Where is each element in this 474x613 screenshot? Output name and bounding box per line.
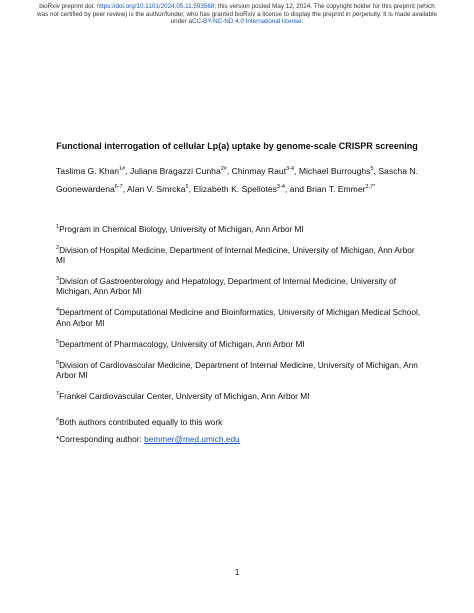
author-name: Taslima G. Khan [56, 166, 120, 176]
equal-contribution-text: Both authors contributed equally to this work [59, 417, 223, 427]
affiliation-number: 5 [56, 338, 60, 345]
author-separator: , [294, 166, 299, 176]
affiliation-text: Division of Hospital Medicine, Department of Internal Medicine, University of Michigan, Ann Arbor MI [56, 245, 415, 266]
affiliation-number: 4 [56, 307, 60, 314]
affiliation-item [56, 307, 426, 327]
affiliation-item [56, 339, 426, 349]
equal-contribution-note [56, 417, 426, 427]
author-affiliation-marker: 5 [370, 166, 374, 172]
corresponding-email-link[interactable]: bemmer@med.umich.edu [144, 434, 240, 445]
author-affiliation-marker: 2# [220, 166, 227, 172]
author-separator: , [188, 183, 194, 194]
paper-title: Functional interrogation of cellular Lp(a) uptake by genome-scale CRISPR screening [56, 141, 418, 151]
header-text-1: bioRxiv preprint doi: [39, 3, 97, 10]
affiliation-text: Division of Gastroenterology and Hepatology, Department of Internal Medicine, University of Michigan, Ann Arbor MI [56, 276, 397, 297]
affiliation-item [56, 391, 426, 401]
author-name: Chinmay Raut [231, 166, 287, 176]
author-name: Juliana Bragazzi Cunha [129, 166, 221, 176]
author-affiliation-marker: 2,7* [365, 183, 376, 190]
header-text-3: . [301, 18, 304, 26]
affiliation-text: Division of Cardiovascular Medicine, Department of Internal Medicine, University of Michigan, Ann Arbor MI [56, 359, 418, 380]
author-name: Elizabeth K. Speliotes [193, 183, 277, 194]
header-text-2: ; this version posted May 12, 2024. The copyright holder for this preprint (which was not certified by peer review) is the author/funder, who has granted bioRxiv a license to display the preprint in perpetuity. It is made available under a [37, 3, 437, 26]
affiliation-number: 7 [56, 390, 60, 397]
affiliation-number: 2 [56, 245, 60, 251]
author-list [56, 163, 426, 198]
author-separator: , [122, 183, 128, 194]
affiliation-number: 6 [56, 359, 60, 366]
affiliation-item [56, 276, 426, 296]
author-name: Sascha N. Goonewardena [56, 166, 418, 194]
preprint-header [36, 3, 438, 26]
affiliation-item [56, 245, 426, 265]
author-separator: , and [284, 183, 307, 194]
author-affiliation-marker: 5 [185, 183, 189, 190]
affiliation-list [56, 224, 426, 412]
author-name: Brian T. Emmer [306, 183, 366, 194]
doi-link[interactable]: https://doi.org/10.1101/2024.05.11.593568 [96, 3, 215, 10]
author-notes [56, 417, 426, 451]
affiliation-number: 1 [56, 224, 60, 230]
corresponding-author-note [56, 434, 426, 444]
affiliation-text: Department of Pharmacology, University of Michigan, Ann Arbor MI [59, 338, 305, 349]
author-affiliation-marker: 6-7 [114, 183, 123, 190]
author-name: Alan V. Smrcka [127, 183, 186, 194]
author-affiliation-marker: 3-4 [286, 166, 295, 172]
author-name: Michael Burroughs [298, 166, 371, 176]
author-affiliation-marker: 1# [119, 166, 126, 172]
author-affiliation-marker: 3-4 [276, 183, 285, 190]
affiliation-item [56, 224, 426, 234]
equal-contribution-marker: # [56, 417, 60, 423]
author-separator: , [226, 166, 232, 176]
affiliation-text: Program in Chemical Biology, University of Michigan, Ann Arbor MI [59, 224, 304, 234]
affiliation-item [56, 360, 426, 380]
author-separator: , [125, 166, 130, 176]
license-link[interactable]: CC-BY-NC-ND 4.0 International license [191, 18, 302, 26]
affiliation-number: 3 [56, 276, 60, 283]
page-number: 1 [234, 567, 240, 577]
author-separator: , [373, 166, 379, 176]
affiliation-text: Frankel Cardiovascular Center, University of Michigan, Ann Arbor MI [59, 390, 310, 401]
affiliation-text: Department of Computational Medicine and Bioinformatics, University of Michigan Medical School, Ann Arbor MI [56, 307, 421, 328]
corresponding-author-label: *Corresponding author: [56, 434, 145, 445]
